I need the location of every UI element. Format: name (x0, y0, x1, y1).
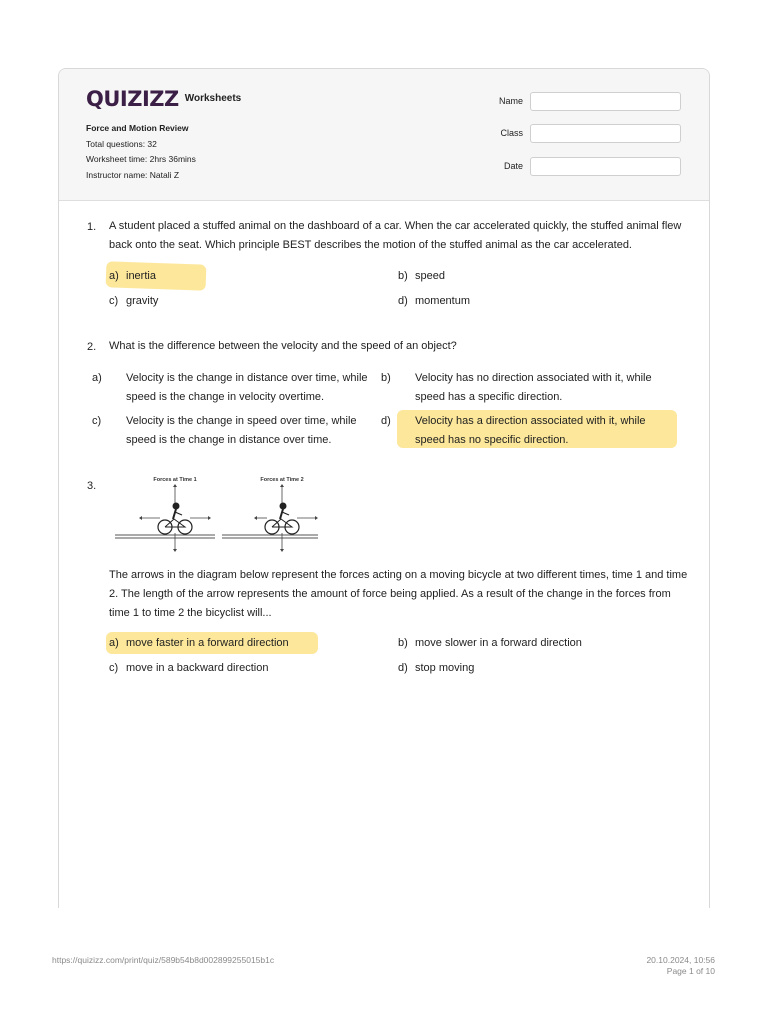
question-text: A student placed a stuffed animal on the dashboard of a car. When the car accelerated quickly, the stuffed animal flew back onto the seat. Which principle BEST describes the motion of the stuffed animal as the car accelerated. (109, 220, 682, 251)
option-letter: c) (109, 662, 119, 674)
diagram-svg (110, 473, 320, 553)
option-text: Velocity is the change in speed over time, while speed is the change in distance over time. (126, 415, 357, 446)
name-label: Name (498, 96, 523, 106)
footer-datetime: 20.10.2024, 10:56 (646, 955, 715, 965)
option-a[interactable] (109, 634, 289, 653)
option-letter: c) (109, 295, 119, 307)
option-text: move faster in a forward direction (126, 637, 289, 649)
footer-info (646, 955, 715, 977)
option-text: move slower in a forward direction (415, 637, 582, 649)
option-b[interactable] (381, 369, 678, 407)
option-d[interactable] (398, 659, 474, 678)
worksheet-time: Worksheet time: 2hrs 36mins (86, 154, 196, 164)
option-letter: c) (92, 415, 102, 427)
question-number: 1. (87, 221, 97, 233)
logo-mark: QUIZIZZ (86, 87, 179, 111)
footer-page: Page 1 of 10 (666, 966, 715, 976)
option-text: Velocity has no direction associated with it, while speed has a specific direction. (415, 372, 652, 403)
option-b[interactable] (398, 634, 582, 653)
option-c[interactable] (109, 292, 158, 311)
question-text: The arrows in the diagram below represent the forces acting on a moving bicycle at two different times, time 1 and time 2. The length of the arrow represents the amount of force being applied. As a result of the change in the forces from time 1 to time 2 the bicyclist will... (109, 569, 688, 619)
worksheet-header (59, 69, 709, 201)
question-number: 3. (87, 480, 97, 492)
option-letter: b) (381, 372, 391, 384)
option-text: gravity (126, 295, 159, 307)
class-label: Class (500, 128, 523, 138)
option-c[interactable] (109, 659, 268, 678)
panel-time1 (115, 484, 215, 552)
option-letter: d) (398, 662, 408, 674)
total-questions: Total questions: 32 (86, 138, 157, 149)
quizizz-logo (86, 87, 241, 111)
option-letter: d) (398, 295, 408, 307)
option-text: inertia (126, 270, 156, 282)
diagram-label-time2: Forces at Time 2 (260, 477, 304, 483)
option-b[interactable] (398, 267, 445, 286)
worksheet-meta (86, 121, 196, 183)
class-input[interactable] (530, 124, 681, 143)
option-letter: a) (109, 637, 119, 649)
bicycle-forces-diagram (110, 473, 320, 553)
option-c[interactable] (92, 412, 389, 450)
diagram-label-time1: Forces at Time 1 (153, 477, 197, 483)
option-a[interactable] (109, 267, 156, 286)
name-input[interactable] (530, 92, 681, 111)
option-text: Velocity is the change in distance over time, while speed is the change in velocity overtime. (126, 372, 368, 403)
panel-time2 (222, 484, 318, 552)
option-text: Velocity has a direction associated with it, while speed has no specific direction. (415, 415, 646, 446)
option-letter: b) (398, 270, 408, 282)
date-label: Date (503, 161, 523, 171)
option-text: move in a backward direction (126, 662, 269, 674)
footer-url: https://quizizz.com/print/quiz/589b54b8d002899255015b1c (52, 955, 275, 965)
option-text: stop moving (415, 662, 475, 674)
option-letter: a) (92, 372, 102, 384)
option-text: speed (415, 270, 445, 282)
option-letter: a) (109, 270, 119, 282)
option-a[interactable] (92, 369, 389, 407)
option-letter: b) (398, 637, 408, 649)
question-number: 2. (87, 341, 97, 353)
question-text: What is the difference between the velocity and the speed of an object? (109, 340, 457, 352)
option-d[interactable] (381, 412, 678, 450)
option-d[interactable] (398, 292, 470, 311)
worksheet-title: Force and Motion Review (86, 123, 189, 133)
logo-subtitle: Worksheets (184, 92, 242, 104)
instructor-name: Instructor name: Natali Z (86, 169, 180, 180)
option-letter: d) (381, 415, 391, 427)
date-input[interactable] (530, 157, 681, 176)
option-text: momentum (415, 295, 471, 307)
